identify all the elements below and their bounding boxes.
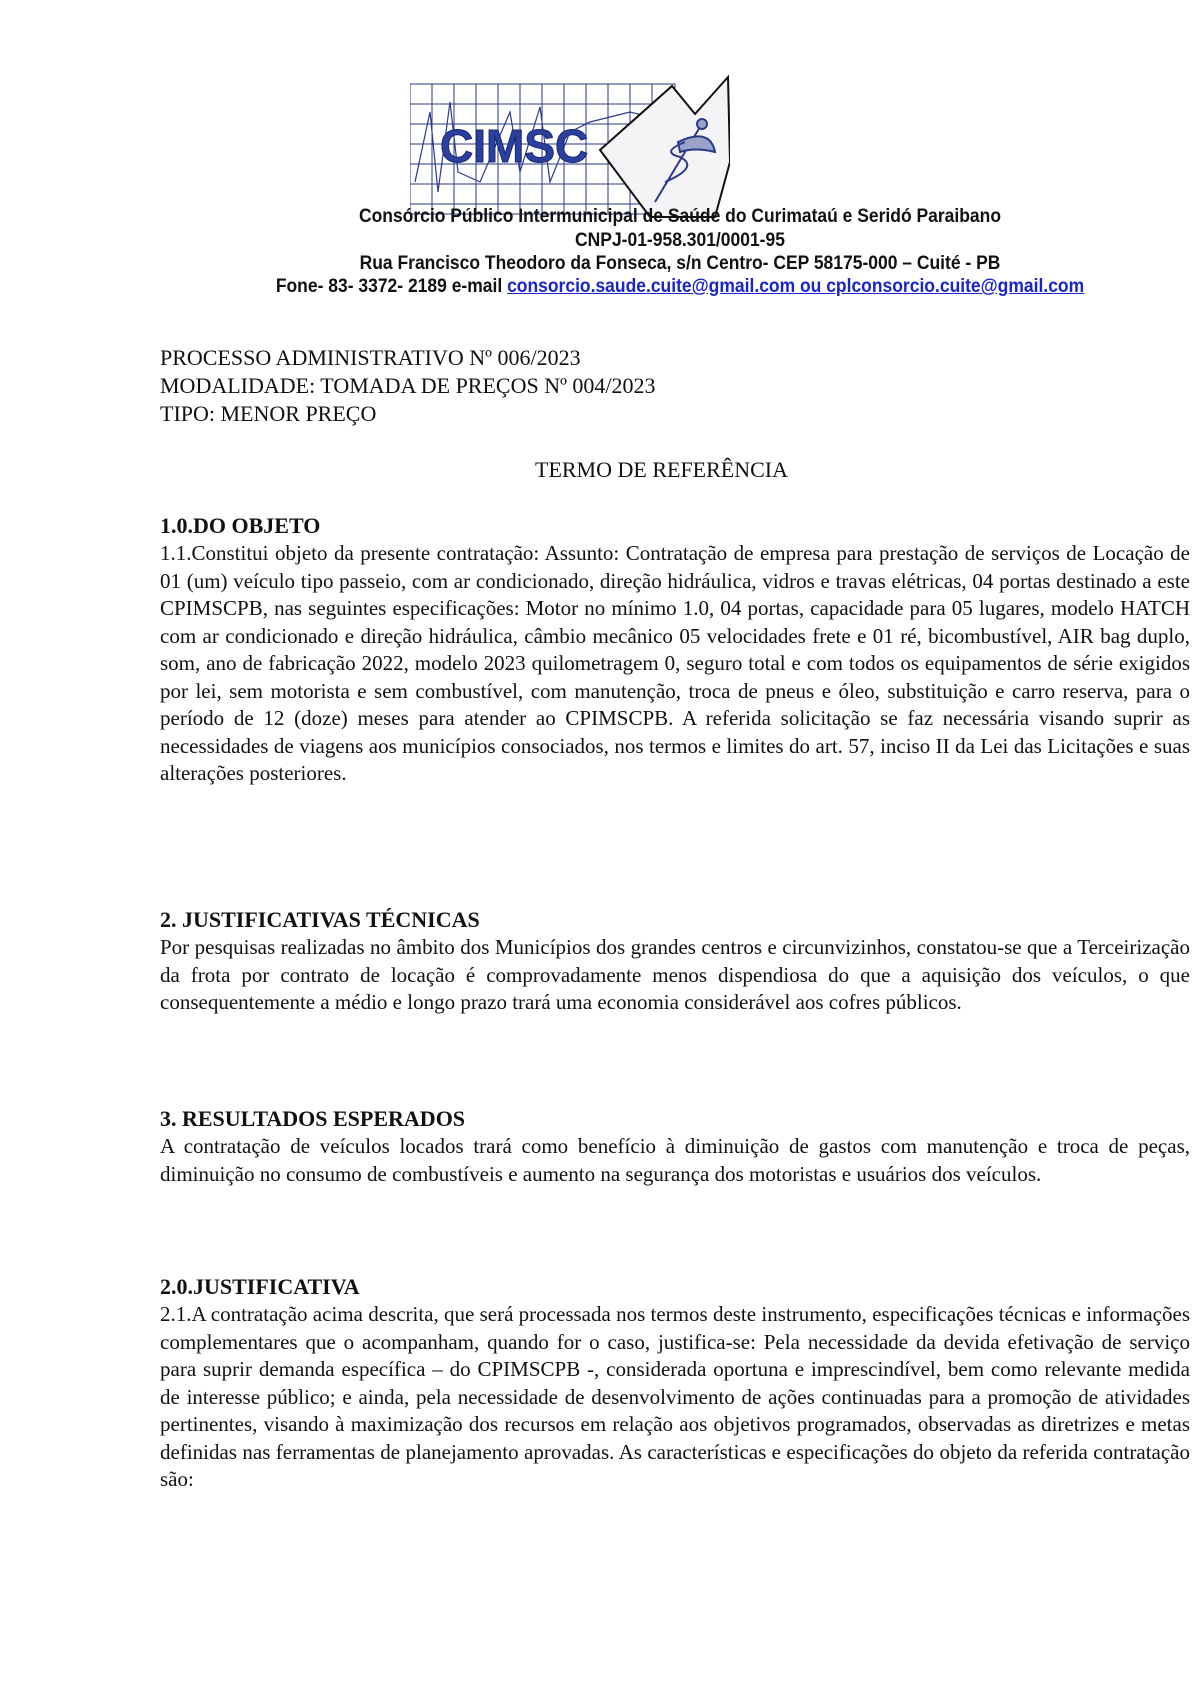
processo-number: PROCESSO ADMINISTRATIVO Nº 006/2023	[160, 345, 581, 370]
section-resultados-esperados	[160, 1105, 1190, 1188]
cimsc-logo	[410, 72, 730, 222]
section-heading: 1.0.DO OBJETO	[160, 513, 321, 538]
section-body: A contratação de veículos locados trará como benefício à diminuição de gastos com manutenção e troca de peças, diminuição no consumo de combustíveis e aumento na segurança dos motoristas e usuários dos veículos.	[160, 1134, 1190, 1186]
org-name: Consórcio Público Intermunicipal de Saúde do Curimataú e Seridó Paraibano	[358, 206, 1002, 227]
section-body: Por pesquisas realizadas no âmbito dos Municípios dos grandes centros e circunvizinhos, constatou-se que a Terceirização da frota por contrato de locação é comprovadamente menos dispendiosa do que a aquisição dos veículos, o que consequentemente a médio e longo prazo trará uma economia considerável aos cofres públicos.	[160, 935, 1190, 1014]
email-links[interactable]: consorcio.saude.cuite@gmail.com ou cplconsorcio.cuite@gmail.com	[507, 276, 1085, 297]
document-title: TERMO DE REFERÊNCIA	[535, 457, 788, 482]
section-justificativas-tecnicas	[160, 906, 1190, 1017]
section-heading: 2. JUSTIFICATIVAS TÉCNICAS	[160, 907, 480, 932]
section-objeto	[160, 512, 1190, 788]
section-heading: 2.0.JUSTIFICATIVA	[160, 1274, 360, 1299]
section-body: 2.1.A contratação acima descrita, que será processada nos termos deste instrumento, especificações técnicas e informações complementares que o acompanham, quando for o caso, justifica-se: Pela necessidade da devida efetivação de serviço para suprir demanda específica – do CPIMSCPB -, considerada oportuna e imprescindível, bem como relevante medida de interesse público; e ainda, pela necessidade de desenvolvimento de ações continuadas para a promoção de atividades pertinentes, visando à maximização dos recursos em relação aos objetivos programados, observadas as diretrizes e metas definidas nas ferramentas de planejamento aprovadas. As características e especificações do objeto da referida contratação são:	[160, 1302, 1190, 1491]
phone: Fone- 83- 3372- 2189 e-mail	[275, 276, 508, 297]
cnpj: CNPJ-01-958.301/0001-95	[575, 230, 785, 251]
modalidade: MODALIDADE: TOMADA DE PREÇOS Nº 004/2023	[160, 373, 656, 398]
section-body: 1.1.Constitui objeto da presente contratação: Assunto: Contratação de empresa para prestação de serviços de Locação de 01 (um) veículo tipo passeio, com ar condicionado, direção hidráulica, vidros e travas elétricas, 04 portas destinado a este CPIMSCPB, nas seguintes especificações: Motor no mínimo 1.0, 04 portas, capacidade para 05 lugares, modelo HATCH com ar condicionado e direção hidráulica, câmbio mecânico 05 velocidades frete e 01 ré, bicombustível, AIR bag duplo, som, ano de fabricação 2022, modelo 2023 quilometragem 0, seguro total e com todos os equipamentos de série exigidos por lei, sem motorista e sem combustível, com manutenção, troca de pneus e óleo, substituição e carro reserva, para o período de 12 (doze) meses para atender ao CPIMSCPB. A referida solicitação se faz necessária visando suprir as necessidades de viagens aos municípios consociados, nos termos e limites do art. 57, inciso II da Lei das Licitações e suas alterações posteriores.	[160, 541, 1190, 785]
section-justificativa	[160, 1273, 1190, 1494]
section-heading: 3. RESULTADOS ESPERADOS	[160, 1106, 466, 1131]
address: Rua Francisco Theodoro da Fonseca, s/n Centro- CEP 58175-000 – Cuité - PB	[359, 253, 1001, 274]
logo-text: CIMSC	[440, 120, 589, 172]
contact-line	[202, 275, 1159, 299]
tipo: TIPO: MENOR PREÇO	[160, 401, 377, 426]
